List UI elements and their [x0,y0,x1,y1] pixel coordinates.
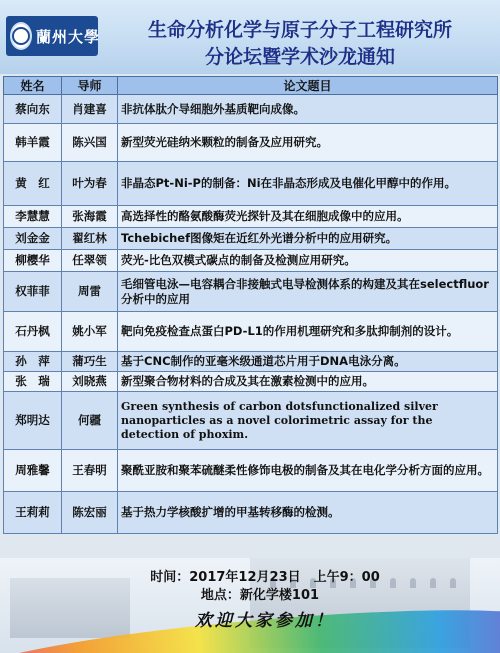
event-place: 地点：新化学楼101 [200,588,320,603]
university-logo [6,16,101,56]
advisor-name: 任翠领 [62,250,118,272]
speaker-name: 权菲菲 [4,272,62,312]
table-row [4,124,498,162]
talk-topic: 基于CNC制作的亚毫米级通道芯片用于DNA电泳分离。 [118,352,498,372]
table-row [4,162,498,206]
table-header-row [4,77,498,95]
speaker-name: 周雅馨 [4,450,62,492]
speaker-name: 蔡向东 [4,95,62,124]
talk-topic: Tchebichef图像矩在近红外光谱分析中的应用研究。 [118,228,498,250]
poster-header [0,0,500,74]
advisor-name: 何疆 [62,392,118,450]
talk-topic: 非晶态Pt-Ni-P的制备：Ni在非晶态形成及电催化甲醇中的作用。 [118,162,498,206]
advisor-name: 姚小军 [62,312,118,352]
table-row [4,250,498,272]
advisor-name: 陈兴国 [62,124,118,162]
advisor-name: 陈宏丽 [62,492,118,534]
advisor-name: 王春明 [62,450,118,492]
table-row [4,95,498,124]
speaker-name: 黄 红 [4,162,62,206]
university-seal-icon [10,22,32,50]
column-header-topic: 论文题目 [118,77,498,95]
speaker-name: 李慧慧 [4,206,62,228]
advisor-name: 蒲巧生 [62,352,118,372]
poster-title-line2: 分论坛暨学术沙龙通知 [204,46,395,68]
advisor-name: 张海霞 [62,206,118,228]
welcome-text: 欢迎大家参加！ [195,611,335,631]
advisor-name: 叶为春 [62,162,118,206]
table-row [4,492,498,534]
logo-text: 蘭州大學 [36,27,101,46]
speaker-name: 石丹枫 [4,312,62,352]
table-row [4,312,498,352]
speaker-name: 孙 萍 [4,352,62,372]
talk-topic: 聚酰亚胺和聚苯硫醚柔性修饰电极的制备及其在电化学分析方面的应用。 [118,450,498,492]
table-row [4,372,498,392]
speaker-name: 张 瑞 [4,372,62,392]
talk-topic: 新型荧光硅纳米颗粒的制备及应用研究。 [118,124,498,162]
advisor-name: 肖建喜 [62,95,118,124]
poster-footer [0,558,500,653]
advisor-name: 周雷 [62,272,118,312]
speaker-name: 韩羊霞 [4,124,62,162]
speaker-name: 柳樱华 [4,250,62,272]
poster-title-line1: 生命分析化学与原子分子工程研究所 [147,19,452,41]
table-row [4,272,498,312]
talk-topic: 基于热力学核酸扩增的甲基转移酶的检测。 [118,492,498,534]
event-time: 时间：2017年12月23日 上午9：00 [150,570,380,585]
talk-topic: 毛细管电泳—电容耦合非接触式电导检测体系的构建及其在selectfluor分析中的应用 [118,272,498,312]
talk-topic: 非抗体肽介导细胞外基质靶向成像。 [118,95,498,124]
talk-topic: Green synthesis of carbon dotsfunctionalized silver nanoparticles as a novel colorimetric assay for the detection of phoxim. [118,392,498,450]
advisor-name: 刘晓燕 [62,372,118,392]
table-row [4,352,498,372]
table-row [4,228,498,250]
column-header-name: 姓名 [4,77,62,95]
talk-topic: 荧光-比色双模式碳点的制备及检测应用研究。 [118,250,498,272]
speaker-name: 郑明达 [4,392,62,450]
talk-topic: 高选择性的酪氨酸酶荧光探针及其在细胞成像中的应用。 [118,206,498,228]
speaker-name: 王莉莉 [4,492,62,534]
table-row [4,392,498,450]
talk-topic: 新型聚合物材料的合成及其在激素检测中的应用。 [118,372,498,392]
talks-table-wrapper [3,76,497,534]
table-row [4,450,498,492]
talks-table [3,76,498,534]
talk-topic: 靶向免疫检查点蛋白PD-L1的作用机理研究和多肽抑制剂的设计。 [118,312,498,352]
advisor-name: 翟红林 [62,228,118,250]
column-header-advisor: 导师 [62,77,118,95]
speaker-name: 刘金金 [4,228,62,250]
table-row [4,206,498,228]
